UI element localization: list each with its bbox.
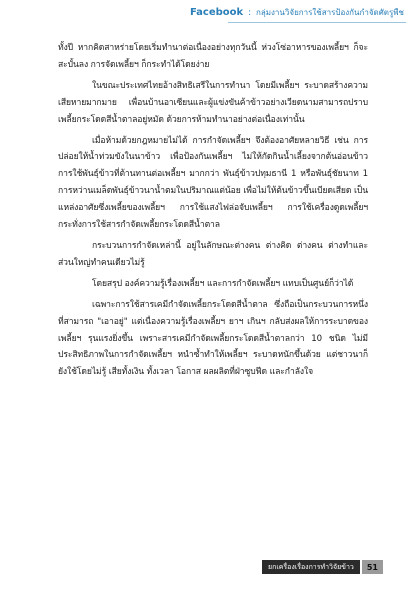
footer-title: ยกเครื่องเรื่องการทำวิจัยข้าว [262, 560, 360, 574]
paragraph-1: ทั้งปี หากคิดสาหร่ายโดยเริ่มทำนาต่อเนื่องอย่างทุกวันนี้ ห่วงโซ่อาหารของเพลี้ยฯ ก็จะสะบั้นลง การจัดเพลี้ยฯ ก็กระทำได้โดยง่าย [58, 43, 368, 70]
paragraph-6: เฉพาะการใช้สารเคมีกำจัดเพลี้ยกระโดดสีน้ำตาล ซึ่งถือเป็นกระบวนการหนึ่งที่สามารถ "เอาอยู่" แต่เนื่องความรู้เรื่องเพลี้ยฯ ยาฯ เกินฯ กลับส่งผลให้การระบาดของเพลี้ยฯ รุนแรงยิ่งขึ้น เพราะสารเคมีกำจัดเพลี้ยกระโดดสีน้ำตาลกว่า 10 ชนิด ไม่มีประสิทธิภาพในการกำจัดเพลี้ยฯ หนำซ้ำทำให้เพลี้ยฯ ระบาดหนักขึ้นด้วย แต่ชาวนาก็ยังใช้โดยไม่รู้ เสียทั้งเงิน ทั้งเวลา โอกาส ผลผลิตที่ฝ่าซูบฟีด และกำลังใจ [58, 299, 368, 378]
body-text [58, 40, 368, 381]
header-separator: : [248, 8, 252, 18]
header-group-name[interactable]: กลุ่มงานวิจัยการใช้สารป้องกันกำจัดศัตรูพืช [256, 8, 404, 17]
header-divider [228, 22, 406, 23]
header-brand[interactable]: Facebook [189, 7, 244, 18]
paragraph-5: โดยสรุป องค์ความรู้เรื่องเพลี้ยฯ และการกำจัดเพลี้ยฯ แทบเป็นศูนย์ก็ว่าได้ [92, 278, 354, 289]
page-number: 51 [362, 560, 383, 574]
paragraph-3: เมื่อห้ามด้วยกฎหมายไม่ได้ การกำจัดเพลี้ยฯ จึงต้องอาศัยหลายวิธี เช่น การปล่อยให้น้ำท่วมขังในนาข้าว เพื่อป้องกันเพลี้ยฯ ไม่ให้กัดกินน้ำเลี้ยงจากต้นอ่อนข้าว การใช้พันธุ์ข้าวที่ต้านทานต่อเพลี้ยฯ มากกว่า พันธุ์ข้าวปทุมธานี 1 หรือพันธุ์ชัยนาท 1 การหว่านเมล็ดพันธุ์ข้าวนาน้ำตมในปริมาณแต่น้อย เพื่อไม่ให้ต้นข้าวขึ้นเบียดเสียด เป็นแหล่งอาศัยซึ่งเพลี้ยของเพลี้ยฯ การใช้แสงไฟล่อจับเพลี้ยฯ การใช้เครื่องดูดเพลี้ยฯ กระทั่งการใช้สารกำจัดเพลี้ยกระโดดสีน้ำตาล [58, 135, 368, 231]
paragraph-4: กระบวนการกำจัดเหล่านี้ อยู่ในลักษณะต่างคน ต่างคิด ต่างคน ต่างทำและส่วนใหญ่ทำคนเดียวไม่รู้ [58, 240, 368, 268]
page-header [190, 6, 404, 19]
page-footer [262, 560, 383, 574]
paragraph-2: ในขณะประเทศไทยอ้างสิทธิเสรีในการทำนา โดยมีเพลี้ยฯ ระบาดสร้างความเสียหายมากมาย เพื่อนบ้านอาเซียนและผู้แข่งขันค้าข้าวอย่างเวียดนามสามารถปราบเพลี้ยกระโดดสีน้ำตาลอยู่หมัด ด้วยการห้ามทำนาอย่างต่อเนื่องเท่านั้น [58, 80, 368, 125]
